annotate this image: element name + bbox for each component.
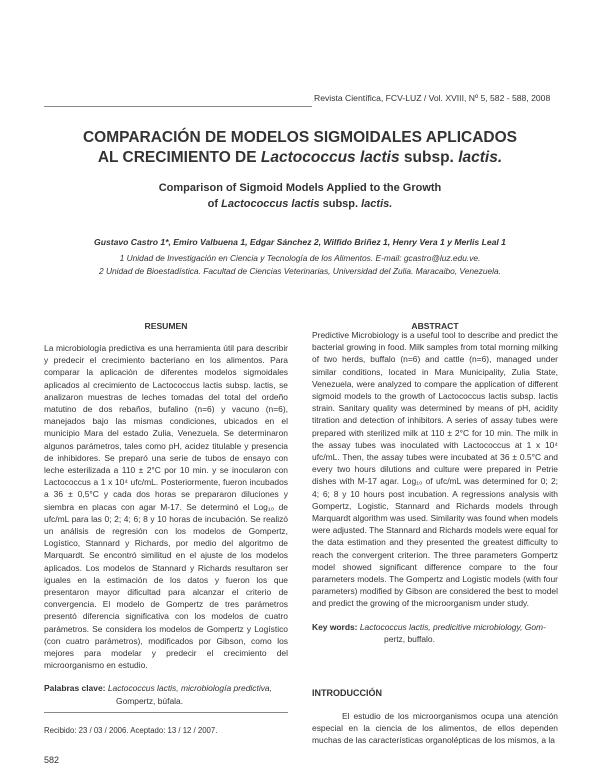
received-dates: Recibido: 23 / 03 / 2006. Aceptado: 13 / 12 / 2007. — [44, 726, 218, 735]
title-spanish-mid: subsp. — [399, 149, 459, 166]
author-list: Gustavo Castro 1*, Emiro Valbuena 1, Edgar Sánchez 2, Wilfido Briñez 1, Henry Vera 1 y Merlis Leal 1 — [94, 237, 506, 247]
page-number: 582 — [44, 755, 60, 765]
abstract-keywords-label: Key words: — [312, 621, 358, 632]
introduction-text: El estudio de los microorganismos ocupa una atención especial en la ciencia de los alimentos, de ellos dependen muchas de las características organolépticas de los mismos, a la — [312, 711, 558, 746]
title-spanish-species: Lactococcus lactis — [260, 149, 400, 166]
affiliation-2: 2 Unidad de Bioestadística. Facultad de Ciencias Veterinarias, Universidad del Zulia. Maracaibo, Venezuela. — [98, 266, 502, 276]
introduction-heading: INTRODUCCIÓN — [312, 688, 382, 698]
resumen-keywords — [44, 682, 288, 706]
title-english-line1: Comparison of Sigmoid Models Applied to the Growth — [158, 182, 442, 194]
abstract-keywords-line1: Lactococcus lactis, predicitive microbiology, Gom- — [359, 621, 546, 632]
journal-citation: Revista Científica, FCV-LUZ / Vol. XVIII, Nº 5, 582 - 588, 2008 — [314, 93, 551, 103]
title-english-subspecies: lactis. — [361, 198, 393, 210]
title-spanish-line2 — [40, 148, 560, 168]
title-spanish-line1: COMPARACIÓN DE MODELOS SIGMOIDALES APLICADOS — [82, 129, 517, 146]
title-english-line2 — [40, 196, 560, 212]
resumen-keywords-line2: Gompertz, búfala. — [116, 695, 184, 706]
abstract-keywords — [312, 621, 558, 645]
resumen-text: La microbiología predictiva es una herramienta útil para describir y predecir el crecimiento bacteriano en los alimentos. Para comparar la aplicación de diferentes modelos sigmoidales aplicados al crecimiento de Lactococcus lactis subsp. lactis, se analizaron muestras de leches tomadas del total del ordeño matutino de dos rebaños, bufalino (n=6) y vacuno (n=6), manejados bajo las mismas condiciones, ubicados en el municipio Mara del estado Zulia, Venezuela. Se determinaron algunos parámetros, tales como pH, acidez titulable y presencia de inhibidores. Se preparó una serie de tubos de ensayo con leche esterilizada a 110 ± 2°C por 10 min. y se inocularon con Lactococcus a 1 x 10⁴ ufc/mL. Posteriormente, fueron incubados a 36 ± 0,5°C y cada dos horas se prepararon diluciones y siembra en placas con agar M-17. Se determinó el Log₁₀ de ufc/mL para las 0; 2; 4; 6; 8 y 10 horas de incubación. Se realizó un análisis de regresión con los modelos de Gompertz, Logístico, Stannard y Richards, por medio del algoritmo de Marquardt. Se encontró similitud en el ajuste de los modelos aplicados. Los modelos de Stannard y Richards resultaron ser iguales en la estimación de los datos y fueron los que presentaron mayor dificultad para alcanzar el criterio de convergencia. El modelo de Gompertz de tres parámetros presentó diferencia significativa con los modelos de cuatro parámetros. Se considera los modelos de Gompertz y Logístico (con cuatro parámetros), modificados por Gibson, como los mejores para modelar y predecir el crecimiento del microorganismo en estudio. — [44, 343, 288, 671]
abstract-keywords-line2: pertz, buffalo. — [384, 633, 435, 644]
abstract-text: Predictive Microbiology is a useful tool to describe and predict the bacterial growing in food. Milk samples from total morning milking of two herds, buffalo (n=6) and cattle (n=6), managed under similar conditions, located in Mara Municipality, Zulia State, Venezuela, were analyzed to compare the application of different sigmoid models to the growth of Lactococcus lactis subsp. lactis strain. Sanitary quality was determined by means of pH, acidity titration and detection of inhibitors. A series of assay tubes were prepared with sterilized milk at 110 ± 2°C for 10 min. The milk in the assay tubes was inoculated with Lactococcus at 1 x 10⁴ ufc/mL. Then, the assay tubes were incubated at 36 ± 0.5°C and every two hours dilutions and culture were prepared in Petrie dishes with M-17 agar. Log₁₀ of ufc/mL was determined for 0; 2; 4; 6; 8 y 10 hours post incubation. A regressions analysis with Gompertz, Logistic, Stannard and Richards models through Marquardt algorithm was used. Similarity was found when models were adjusted. The Stannard and Richards models were equal for the data estimation and they presented the greatest difficulty to reach the convergent criterion. The three parameters Gompertz model showed significant difference compare to the four parameters models. The Gompertz and Logistic models (with four parameters) modified by Gibson are considered the best to model and predict the growing of the microorganism under study. — [312, 330, 558, 609]
title-english-species: Lactococcus lactis — [221, 198, 320, 210]
title-spanish-prefix: AL CRECIMIENTO DE — [97, 149, 261, 166]
title-english-prefix: of — [207, 198, 222, 210]
resumen-heading: RESUMEN — [144, 321, 188, 331]
title-spanish-subspecies: lactis. — [458, 149, 503, 166]
footnote-rule — [44, 712, 288, 713]
header-rule — [44, 106, 312, 107]
title-spanish — [40, 128, 560, 168]
affiliation-1: 1 Unidad de Investigación en Ciencia y Tecnología de los Alimentos. E-mail: gcastro@luz.edu.ve. — [119, 253, 481, 263]
abstract-heading: ABSTRACT — [411, 321, 459, 331]
resumen-keywords-label: Palabras clave: — [44, 683, 106, 694]
resumen-keywords-line1: Lactococcus lactis, microbiología predictiva, — [107, 683, 272, 694]
abstract-column — [312, 329, 558, 645]
resumen-column — [44, 342, 288, 707]
title-english-mid: subsp. — [319, 198, 362, 210]
title-english — [40, 180, 560, 212]
